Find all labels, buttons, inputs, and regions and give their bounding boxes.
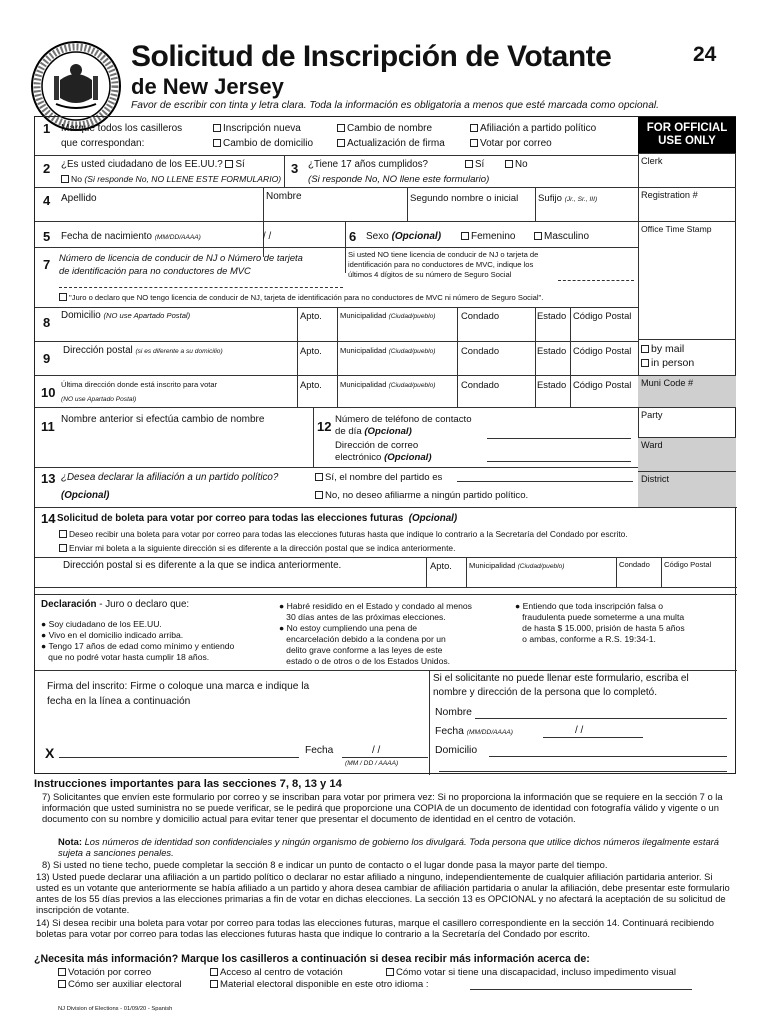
name-change-option[interactable]: Cambio de nombre: [337, 123, 432, 134]
form-footer: NJ Division of Elections - 01/09/20 - Spanish: [58, 1006, 173, 1012]
form-title: Solicitud de Inscripción de Votante: [131, 40, 612, 73]
sex-female-option[interactable]: Femenino: [461, 231, 515, 242]
phone-label: Número de teléfono de contacto: [335, 414, 472, 425]
home-city-field[interactable]: Municipalidad (Ciudad/pueblo): [340, 311, 436, 320]
phone-label-2: de día (Opcional): [335, 426, 412, 437]
info-language-option[interactable]: Material electoral disponible en este otro idioma :: [210, 979, 429, 990]
section-5-number: 5: [43, 229, 51, 244]
section-13-number: 13: [41, 471, 56, 486]
sex-male-option[interactable]: Masculino: [534, 231, 589, 242]
section-11-number: 11: [41, 419, 55, 434]
assistant-date-slashes: / /: [575, 725, 584, 736]
application-form: [34, 116, 736, 774]
clerk-cell: Clerk: [638, 153, 736, 187]
address-change-option[interactable]: Cambio de domicilio: [213, 138, 313, 149]
mail-ballot-title: Solicitud de boleta para votar por correo para todas las elecciones futuras (Opcional): [57, 513, 458, 524]
mailing-address-field[interactable]: Dirección postal (si es diferente a su domicilio): [63, 345, 223, 356]
language-field[interactable]: [470, 989, 692, 990]
note-8: 8) Si usted no tiene techo, puede completar la sección 8 e indicar un punto de contacto o el lugar donde pasa la mayor parte del tiempo.: [42, 859, 608, 870]
declaration-col-3: ● Entiendo que toda inscripción falsa o fraudulenta puede someterme a una multa de hasta $ 15.000, prisión de hasta 5 años o ambas, conforme a R.S. 19:34-1.: [515, 601, 685, 644]
ballot-zip-field[interactable]: Código Postal: [664, 560, 712, 569]
citizen-yes-checkbox[interactable]: [225, 160, 233, 168]
assistant-instruction-2: nombre y dirección de la persona que lo completó.: [433, 687, 658, 698]
note-identity: Nota: Los números de identidad son confidenciales y ningún organismo de gobierno los divulgará. Toda persona que utilice dichos números ilegalmente estará sujeta a sanciones penales.: [58, 836, 720, 858]
district-cell: District: [638, 471, 736, 507]
assistant-name-label: Nombre: [435, 707, 472, 718]
in-person-checkbox[interactable]: [641, 359, 649, 367]
ballot-city-field[interactable]: Municipalidad (Ciudad/pueblo): [469, 561, 565, 570]
last-county-field[interactable]: Condado: [461, 379, 500, 390]
license-label-2: de identificación para no conductores de MVC: [59, 265, 251, 276]
section-7-number: 7: [43, 257, 51, 272]
age-question: ¿Tiene 17 años cumplidos?: [308, 159, 428, 170]
ballot-county-field[interactable]: Condado: [619, 560, 650, 569]
registration-cell: Registration #: [638, 187, 736, 221]
ssn-note-3: últimos 4 dígitos de su número de Seguro Social: [348, 270, 512, 279]
section-9-number: 9: [43, 351, 51, 366]
section-10-note: (NO use Apartado Postal): [61, 396, 137, 403]
official-use-panel: FOR OFFICIAL USE ONLY Clerk Registration # Office Time Stamp by mail in person Muni Code # Party Ward District: [638, 117, 736, 507]
mailing-apt-field[interactable]: Apto.: [300, 345, 322, 356]
age-no-option[interactable]: No: [505, 159, 528, 170]
info-polling-access-option[interactable]: Acceso al centro de votación: [210, 967, 343, 978]
last-registered-address-field[interactable]: Última dirección donde está inscrito para votar: [61, 380, 218, 389]
info-disability-option[interactable]: Cómo votar si tiene una discapacidad, incluso impedimento visual: [386, 967, 676, 978]
section-10-number: 10: [41, 385, 56, 400]
last-name-field[interactable]: Apellido: [61, 193, 97, 204]
age-note: (Si responde No, NO llene este formulario): [308, 174, 490, 185]
party-no-option[interactable]: No, no deseo afiliarme a ningún partido político.: [315, 490, 528, 501]
signature-update-option[interactable]: Actualización de firma: [337, 138, 445, 149]
signature-x-mark: X: [45, 745, 55, 761]
signature-date-field[interactable]: [342, 757, 428, 758]
last-city-field[interactable]: Municipalidad (Ciudad/pueblo): [340, 380, 436, 389]
birth-date-field[interactable]: Fecha de nacimiento (MM/DD/AAAA): [61, 231, 201, 242]
party-affiliation-option[interactable]: Afiliación a partido político: [470, 123, 596, 134]
citizen-no-option[interactable]: No (Si responde No, NO LLENE ESTE FORMULARIO): [61, 174, 281, 184]
home-state-field[interactable]: Estado: [537, 310, 567, 321]
license-label: Número de licencia de conducir de NJ o Número de tarjeta: [59, 252, 303, 263]
sex-label: Sexo (Opcional): [366, 231, 442, 242]
signature-field[interactable]: [59, 757, 299, 758]
section-6-number: 6: [349, 229, 357, 244]
ssn-note-1: Si usted NO tiene licencia de conducir de NJ o tarjeta de: [348, 250, 539, 259]
email-label-2: electrónico (Opcional): [335, 452, 432, 463]
last-state-field[interactable]: Estado: [537, 379, 567, 390]
birth-date-slashes: / /: [263, 231, 272, 242]
signature-date-label: Fecha: [305, 745, 334, 756]
time-stamp-cell: Office Time Stamp: [638, 221, 736, 339]
form-instructions: Favor de escribir con tinta y letra clara. Toda la información es obligatoria a menos que esté marcada como opcional.: [131, 100, 659, 111]
citizen-question: ¿Es usted ciudadano de los EE.UU.? Sí: [61, 159, 245, 170]
home-address-field[interactable]: Domicilio (NO use Apartado Postal): [61, 310, 191, 321]
by-mail-checkbox[interactable]: [641, 345, 649, 353]
signature-date-slashes: / /: [372, 745, 381, 756]
note-13: 13) Usted puede declarar una afiliación a un partido político o declarar no estar afiliado a ninguno, independientemente de cualquier afiliación partidaria anterior. Si usted es un votante que anteriormente se había afiliado a un partido y ahora desea cambiar de afiliación partidaria o anular la afiliación, debe presentar este formulario antes de los 55 días previos a las elecciones primarias a fin de votar en dichas elecciones. La sección 13 es OPCIONAL y no afectará la aceptación de su solicitud de inscripción de votante.: [36, 871, 730, 915]
form-subtitle: de New Jersey: [131, 74, 284, 99]
vote-by-mail-option[interactable]: Votar por correo: [470, 138, 552, 149]
more-info-title: ¿Necesita más información? Marque los casilleros a continuación si desea recibir más información acerca de:: [34, 953, 590, 965]
mailing-city-field[interactable]: Municipalidad (Ciudad/pueblo): [340, 346, 436, 355]
mailing-state-field[interactable]: Estado: [537, 345, 567, 356]
instructions-title: Instrucciones importantes para las secciones 7, 8, 13 y 14: [34, 778, 342, 790]
middle-name-field[interactable]: Segundo nombre o inicial: [410, 193, 519, 204]
assistant-address-field-2[interactable]: [439, 771, 727, 772]
assistant-address-label: Domicilio: [435, 745, 478, 756]
declaration-title: Declaración - Juro o declaro que:: [41, 599, 190, 610]
muni-code-cell: Muni Code #: [638, 375, 736, 407]
signature-instruction: Firma del inscrito: Firme o coloque una marca e indique la: [47, 681, 310, 692]
section-14-number: 14: [41, 511, 56, 526]
form-number: 24: [693, 43, 717, 66]
mail-ballot-all-option[interactable]: Deseo recibir una boleta para votar por correo para todas las elecciones futuras hasta que indique lo contrario a la Secretaría del Condado por escrito.: [59, 529, 628, 539]
assistant-address-field[interactable]: [489, 756, 727, 757]
no-id-declaration-option[interactable]: "Juro o declaro que NO tengo licencia de conducir de NJ, tarjeta de identificación para no conductores de MVC ni número de Seguro Social".: [59, 293, 543, 302]
home-county-field[interactable]: Condado: [461, 310, 500, 321]
declaration-col-1: ● Soy ciudadano de los EE.UU. ● Vivo en el domicilio indicado arriba. ● Tengo 17 años de edad como mínimo y entiendo que no podré votar hasta cumplir 18 años.: [41, 619, 235, 662]
assistant-name-field[interactable]: [475, 718, 727, 719]
section-4-number: 4: [43, 193, 51, 208]
mail-ballot-address-option[interactable]: Enviar mi boleta a la siguiente dirección si es diferente a la dirección postal que se indica anteriormente.: [59, 543, 455, 553]
suffix-field[interactable]: Sufijo (Jr., Sr., III): [538, 193, 598, 204]
note-7: 7) Solicitantes que envíen este formulario por correo y se inscriban para votar por primera vez: Si no proporciona la información que se requiere en la sección 7 o la información que usted suministra no se puede verificar, se le pedirá que proporcione una COPIA de un documento de identidad con fotografía válido y vigente o un documento con su nombre y domicilio actual para evitar tener que presentar el documento de identidad en el centro de votación.: [42, 791, 723, 824]
home-apt-field[interactable]: Apto.: [300, 310, 322, 321]
section-1-label-2: que correspondan:: [61, 138, 145, 149]
ward-cell: Ward: [638, 437, 736, 471]
info-poll-worker-option[interactable]: Cómo ser auxiliar electoral: [58, 979, 182, 990]
first-name-field[interactable]: Nombre: [266, 191, 302, 202]
party-cell: Party: [638, 407, 736, 437]
signature-date-format: (MM / DD / AAAA): [345, 760, 399, 767]
ballot-apt-field[interactable]: Apto.: [430, 560, 452, 571]
new-registration-option[interactable]: Inscripción nueva: [213, 123, 301, 134]
email-label: Dirección de correo: [335, 440, 419, 451]
last-apt-field[interactable]: Apto.: [300, 379, 322, 390]
declaration-col-2: ● Habré residido en el Estado y condado al menos 30 días antes de las próximas elecciones. ● No estoy cumpliendo una pena de encarcelación debido a la condena por un delito grave conforme a las leyes de este estado o de otros o de los Estados Unidos.: [279, 601, 472, 666]
mailing-county-field[interactable]: Condado: [461, 345, 500, 356]
method-cell: by mail in person: [638, 339, 736, 375]
party-yes-option[interactable]: Sí, el nombre del partido es: [315, 472, 442, 483]
previous-name-field[interactable]: Nombre anterior si efectúa cambio de nombre: [61, 414, 265, 425]
assistant-date-field[interactable]: [543, 737, 643, 738]
section-1-number: 1: [43, 121, 51, 136]
section-3-number: 3: [291, 161, 299, 176]
ssn-digits-field[interactable]: [558, 280, 634, 281]
ballot-address-field[interactable]: Dirección postal si es diferente a la que se indica anteriormente.: [63, 560, 342, 571]
party-name-field[interactable]: [457, 481, 633, 482]
section-12-number: 12: [317, 419, 332, 434]
party-question: ¿Desea declarar la afiliación a un partido político?: [61, 472, 279, 483]
section-1-label: Marque todos los casilleros: [61, 123, 183, 134]
party-optional: (Opcional): [61, 490, 110, 501]
mailing-zip-field[interactable]: Código Postal: [573, 345, 632, 356]
license-number-field[interactable]: [59, 287, 343, 288]
section-8-number: 8: [43, 315, 51, 330]
assistant-instruction: Si el solicitante no puede llenar este formulario, escriba el: [433, 673, 689, 684]
assistant-date-label: Fecha (MM/DD/AAAA): [435, 726, 513, 737]
phone-field[interactable]: [487, 438, 631, 439]
note-14: 14) Si desea recibir una boleta para votar por correo para todas las elecciones futuras, marque el casillero correspondiente en la sección 14. Continuará recibiendo boletas para votar por correo para todas las elecciones futuras hasta que indique lo contrario a la Secretaría del Condado por escrito.: [36, 917, 714, 939]
home-zip-field[interactable]: Código Postal: [573, 310, 632, 321]
age-yes-option[interactable]: Sí: [465, 159, 484, 170]
signature-instruction-2: fecha en la línea a continuación: [47, 696, 191, 707]
email-field[interactable]: [487, 461, 631, 462]
ssn-note-2: identificación para no conductores de MVC, indique los: [348, 260, 534, 269]
section-2-number: 2: [43, 161, 51, 176]
last-zip-field[interactable]: Código Postal: [573, 379, 632, 390]
info-mail-voting-option[interactable]: Votación por correo: [58, 967, 151, 978]
